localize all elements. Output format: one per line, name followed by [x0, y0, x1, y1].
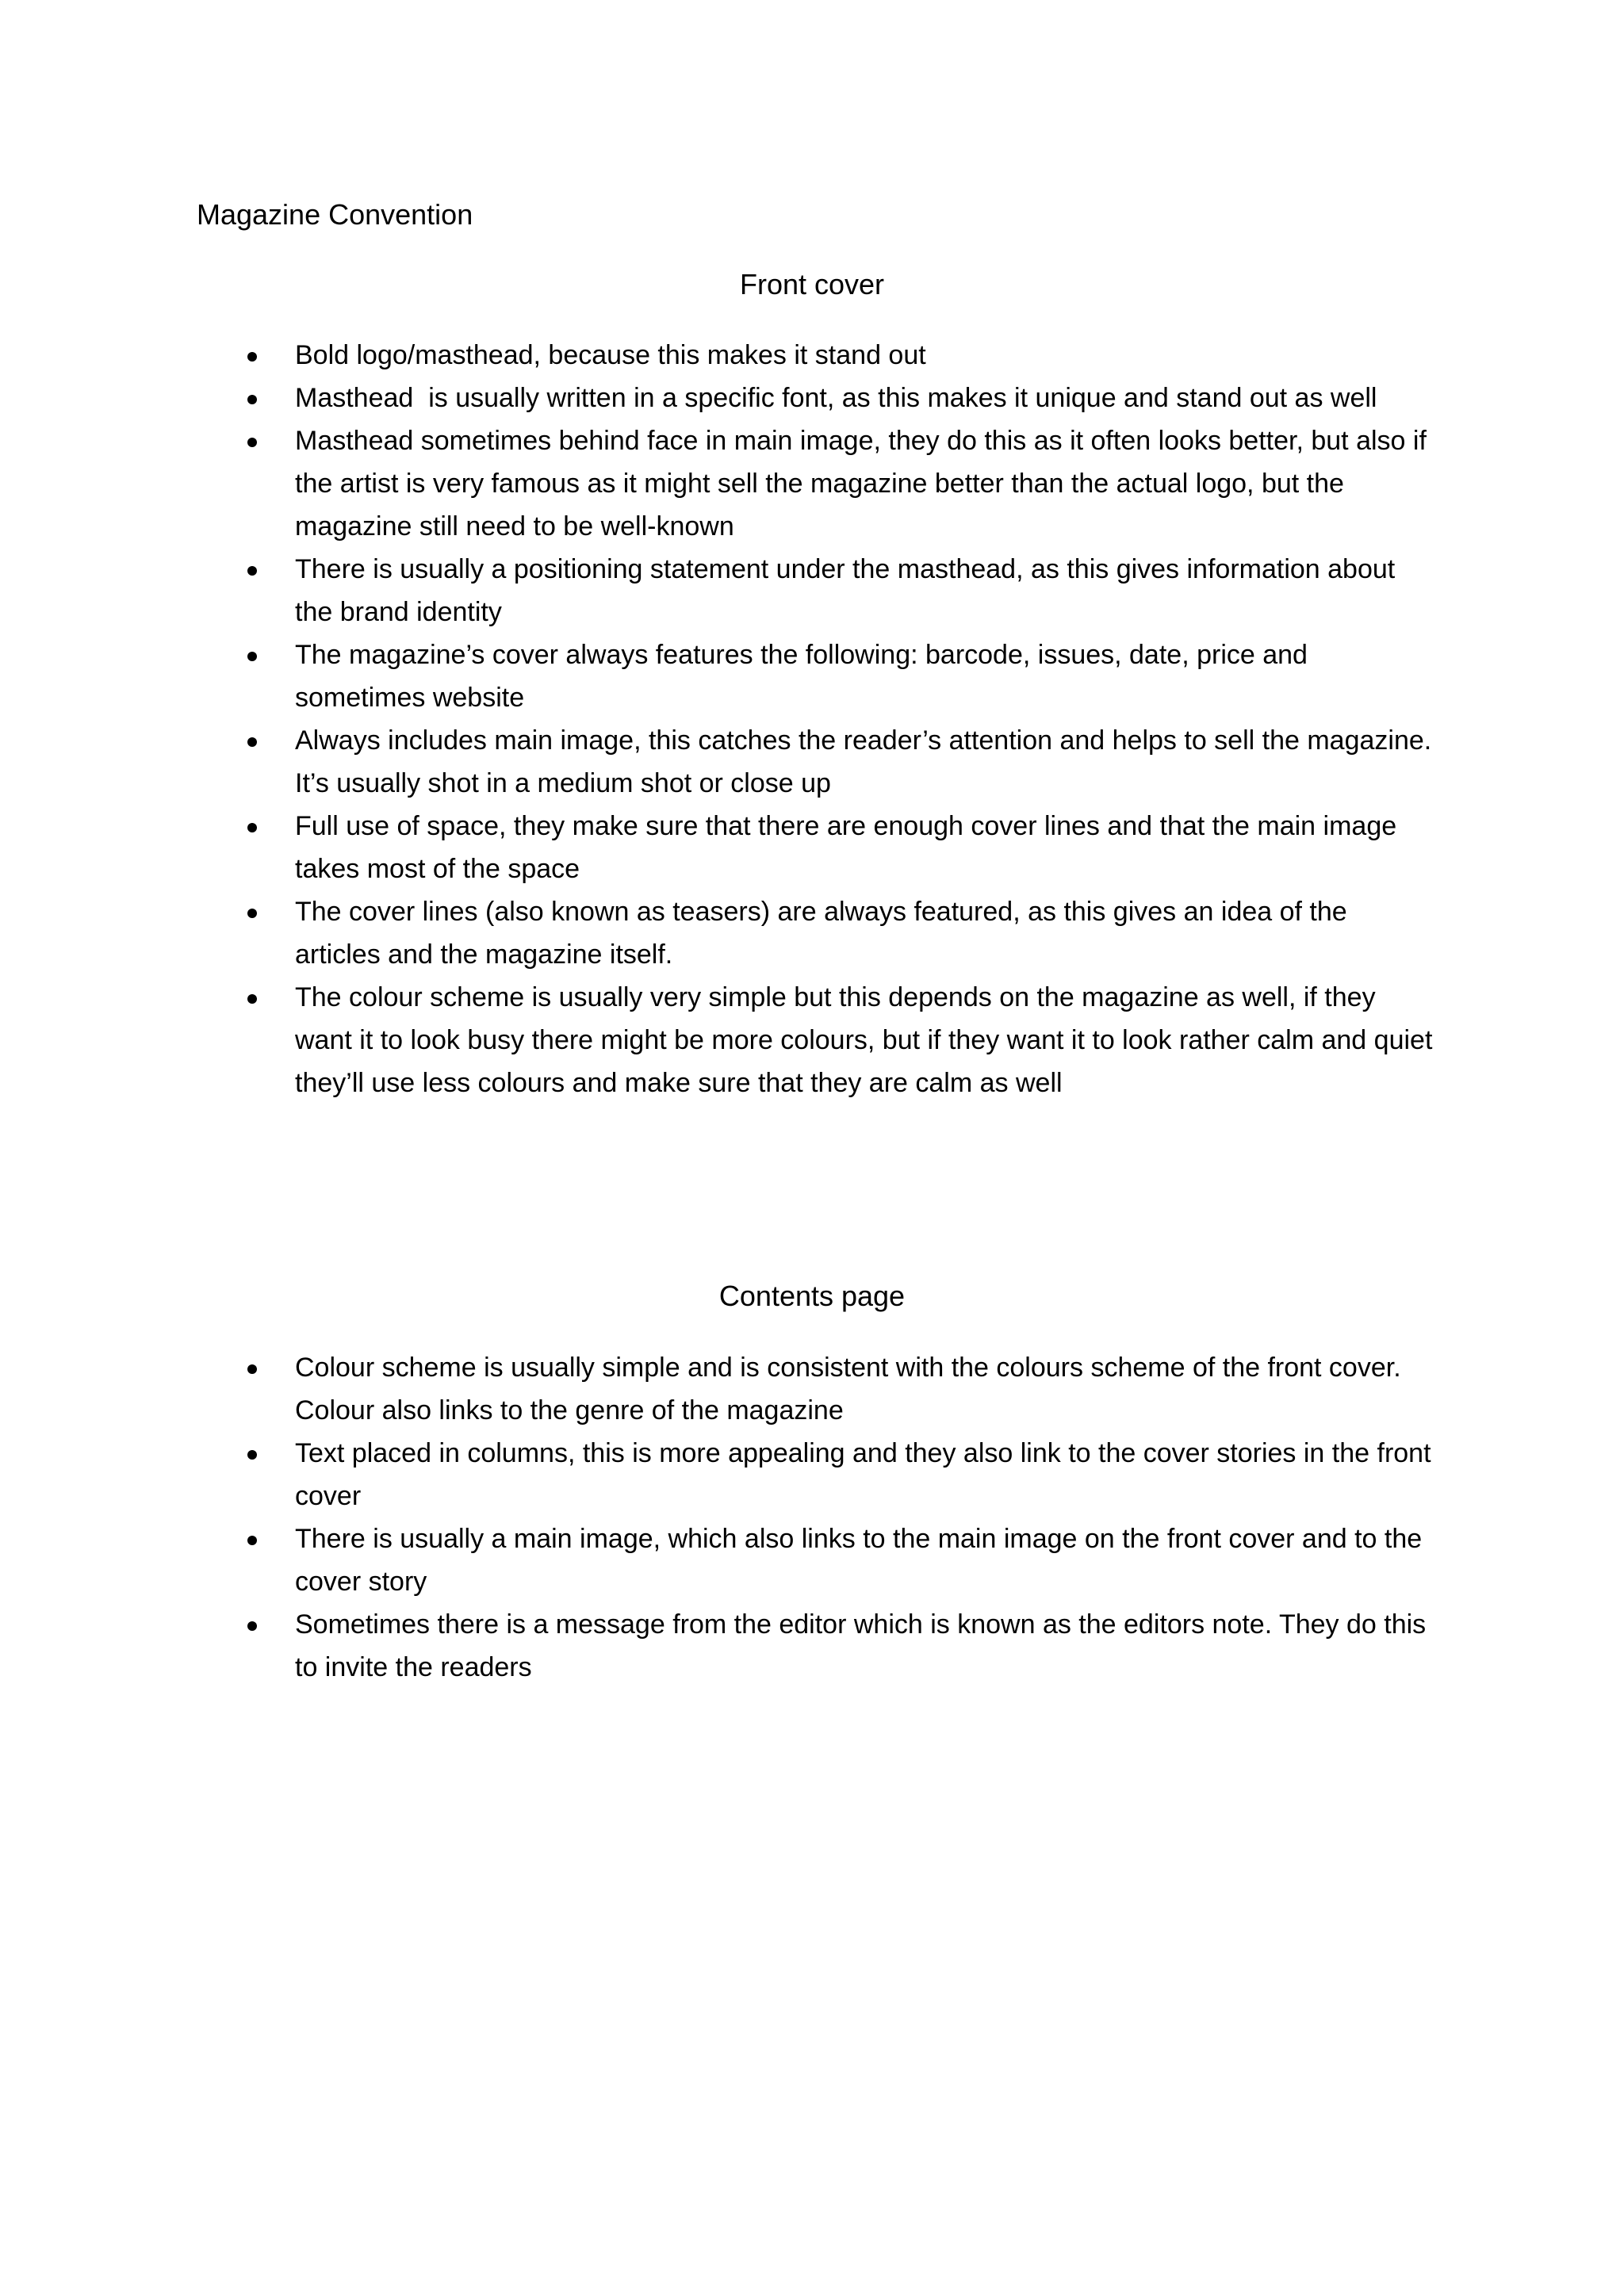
list-item — [295, 419, 1437, 548]
list-item — [295, 1346, 1437, 1432]
list-item-text: Bold logo/masthead, because this makes it stand out — [295, 340, 926, 370]
list-item — [295, 890, 1437, 976]
list-item — [295, 334, 1437, 377]
bullet-dot-icon — [247, 1450, 257, 1460]
section-heading-front-cover: Front cover — [739, 268, 885, 300]
list-item — [295, 719, 1437, 805]
list-item-text: There is usually a positioning statement under the masthead, as this gives information about the brand identity — [295, 554, 1396, 627]
list-item-text: Always includes main image, this catches the reader’s attention and helps to sell the magazine. It’s usually shot in a medium shot or close up — [295, 725, 1432, 798]
list-item-text: The magazine’s cover always features the following: barcode, issues, date, price and sometimes website — [295, 640, 1308, 713]
bullet-dot-icon — [247, 352, 257, 362]
bullet-dot-icon — [247, 737, 257, 747]
list-item — [295, 548, 1437, 633]
document-title: Magazine Convention — [197, 198, 473, 231]
list-item-text: The cover lines (also known as teasers) are always featured, as this gives an idea of the articles and the magazine itself. — [295, 897, 1347, 970]
list-item-text: Masthead sometimes behind face in main image, they do this as it often looks better, but also if the artist is very famous as it might sell the magazine better than the actual logo, but the magazine still need to be well-known — [295, 426, 1427, 541]
list-item-text: Text placed in columns, this is more appealing and they also link to the cover stories in the front cover — [295, 1438, 1431, 1511]
list-item — [295, 1603, 1437, 1689]
bullet-dot-icon — [247, 994, 257, 1004]
bullet-dot-icon — [247, 823, 257, 832]
bullet-dot-icon — [247, 395, 257, 404]
front-cover-bullet-list — [295, 334, 1437, 1104]
list-item — [295, 377, 1437, 419]
list-item-text: Masthead is usually written in a specific font, as this makes it unique and stand out as well — [295, 383, 1377, 413]
bullet-dot-icon — [247, 1364, 257, 1374]
list-item-text: Sometimes there is a message from the editor which is known as the editors note. They do this to invite the readers — [295, 1609, 1427, 1682]
section-heading-contents-page: Contents page — [718, 1280, 906, 1312]
bullet-dot-icon — [247, 1536, 257, 1545]
bullet-dot-icon — [247, 909, 257, 918]
contents-page-bullet-list — [295, 1346, 1437, 1689]
list-item-text: Full use of space, they make sure that there are enough cover lines and that the main image takes most of the space — [295, 811, 1397, 884]
list-item — [295, 805, 1437, 890]
bullet-dot-icon — [247, 438, 257, 447]
list-item-text: There is usually a main image, which also links to the main image on the front cover and to the cover story — [295, 1524, 1423, 1597]
list-item-text: The colour scheme is usually very simple but this depends on the magazine as well, if they want it to look busy there might be more colours, but if they want it to look rather calm and quiet they’ll use less colours and make sure that they are calm as well — [295, 982, 1433, 1098]
list-item — [295, 976, 1437, 1104]
bullet-dot-icon — [247, 566, 257, 576]
list-item — [295, 633, 1437, 719]
bullet-dot-icon — [247, 1621, 257, 1631]
list-item — [295, 1432, 1437, 1517]
list-item-text: Colour scheme is usually simple and is consistent with the colours scheme of the front cover. Colour also links to the genre of the magazine — [295, 1353, 1401, 1425]
bullet-dot-icon — [247, 652, 257, 661]
list-item — [295, 1517, 1437, 1603]
